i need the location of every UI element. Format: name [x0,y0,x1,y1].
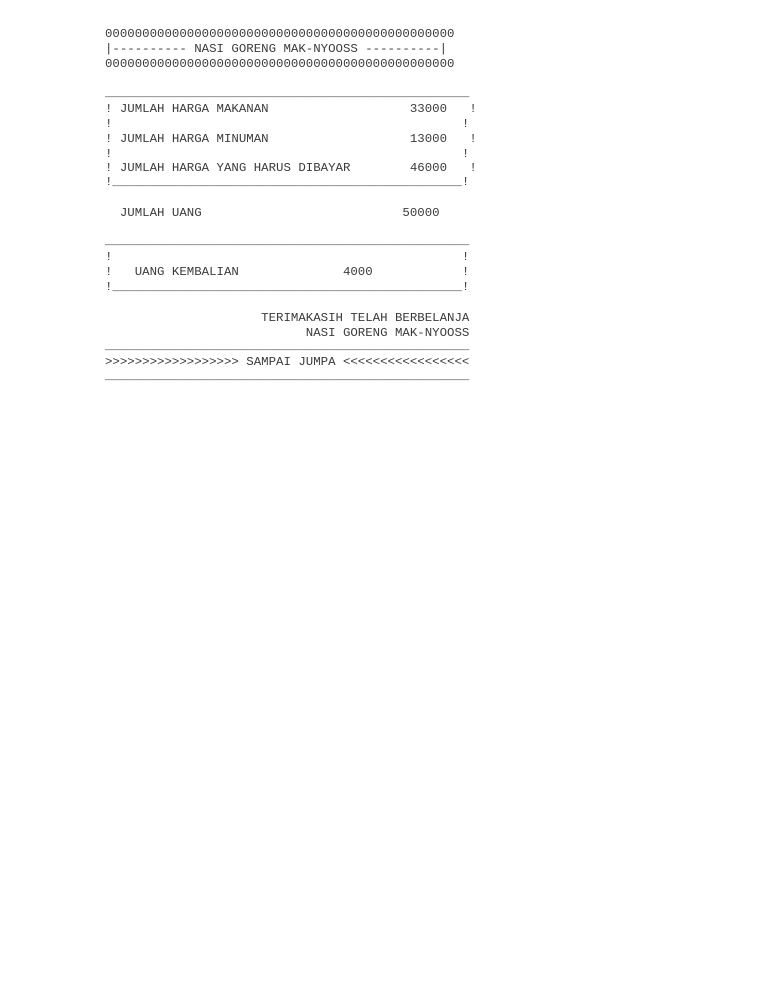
change-row: ! UANG KEMBALIAN 4000 ! [105,265,470,279]
footer-rule-above: _________________________________________________ [105,339,470,353]
totals-spacer-2: ! ! [105,147,470,161]
footer-rule-below: _________________________________________________ [105,369,470,383]
header-border-top: 00000000000000000000000000000000000000000000000 [105,27,455,41]
thanks-line-1: TERIMAKASIH TELAH BERBELANJA [105,311,470,325]
drink-total-row: ! JUMLAH HARGA MINUMAN 13000 ! [105,132,477,146]
change-spacer: ! ! [105,250,470,264]
header-title: |---------- NASI GORENG MAK-NYOOSS ----------| [105,42,448,56]
farewell-line: >>>>>>>>>>>>>>>>>> SAMPAI JUMPA <<<<<<<<<<<<<<<<< [105,355,470,369]
totals-bottom-rule: !_______________________________________________! [105,175,470,189]
food-total-row: ! JUMLAH HARGA MAKANAN 33000 ! [105,102,477,116]
change-bottom-rule: !_______________________________________________! [105,280,470,294]
cash-received-row: JUMLAH UANG 50000 [105,206,440,220]
grand-total-row: ! JUMLAH HARGA YANG HARUS DIBAYAR 46000 ! [105,161,477,175]
header-border-bottom: 00000000000000000000000000000000000000000000000 [105,57,455,71]
thanks-line-2: NASI GORENG MAK-NYOOSS [105,326,470,340]
totals-spacer-1: ! ! [105,117,470,131]
change-top-rule: _________________________________________________ [105,234,470,248]
totals-top-rule: _________________________________________________ [105,86,470,100]
